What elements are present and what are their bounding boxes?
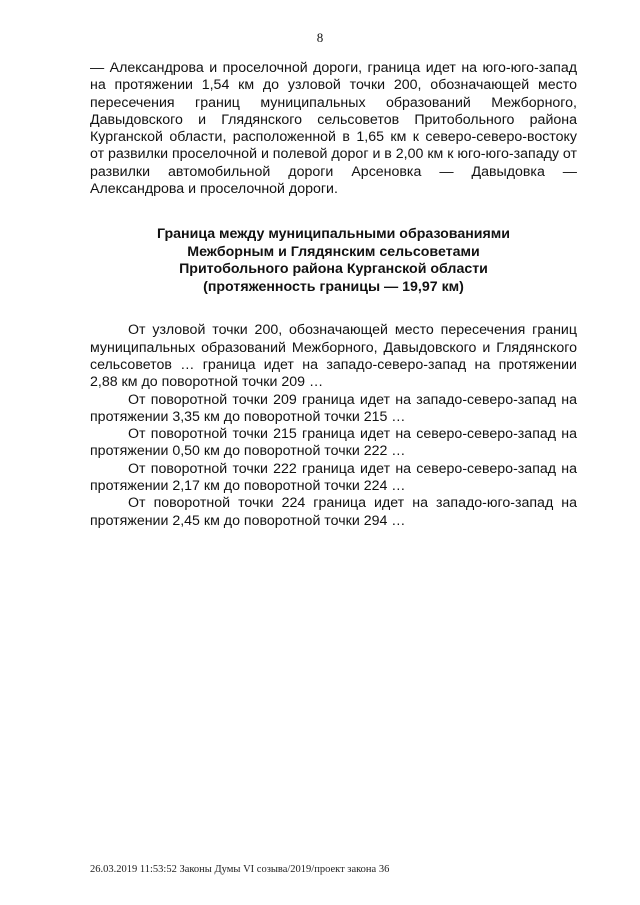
intro-paragraph: — Александрова и проселочной дороги, граница идет на юго-юго-запад на протяжении 1,54 км до узловой точки 200, обозначающей место пересечения границ муниципальных образований Межборного, Давыдовского и Глядянского сельсоветов Притобольного района Курганской области, расположенной в 1,65 км к северо-северо-востоку от развилки проселочной и полевой дорог и в 2,00 км к юго-юго-западу от развилки автомобильной дороги Арсеновка — Давыдовка — Александрова и проселочной дороги. [90, 60, 577, 198]
paragraph: От поворотной точки 222 граница идет на северо-северо-запад на протяжении 2,17 км до поворотной точки 224 … [90, 460, 577, 495]
footer-stamp: 26.03.2019 11:53:52 Законы Думы VI созыва/2019/проект закона 36 [90, 864, 390, 875]
section-heading-length: (протяженность границы — 19,97 км) [203, 278, 464, 295]
paragraph: От поворотной точки 215 граница идет на северо-северо-запад на протяжении 0,50 км до поворотной точки 222 … [90, 426, 577, 460]
paragraph: От поворотной точки 209 граница идет на западо-северо-запад на протяжении 3,35 км до поворотной точки 215 … [90, 391, 577, 425]
page-number: 8 [316, 30, 324, 45]
paragraph: От поворотной точки 224 граница идет на западо-юго-запад на протяжении 2,45 км до поворотной точки 294 … [90, 495, 577, 529]
section-heading-line: Граница между муниципальными образованиями [156, 226, 511, 243]
section-heading-line: Межборным и Глядянским сельсоветами [187, 243, 480, 260]
section-heading-line: Притобольного района Курганской области [179, 261, 488, 278]
document-body [90, 60, 577, 530]
section-heading [90, 226, 577, 296]
paragraph: От узловой точки 200, обозначающей место пересечения границ муниципальных образований Межборного, Давыдовского и Глядянского сельсоветов … граница идет на западо-северо-запад на протяжении 2,88 км до поворотной точки 209 … [90, 322, 577, 391]
